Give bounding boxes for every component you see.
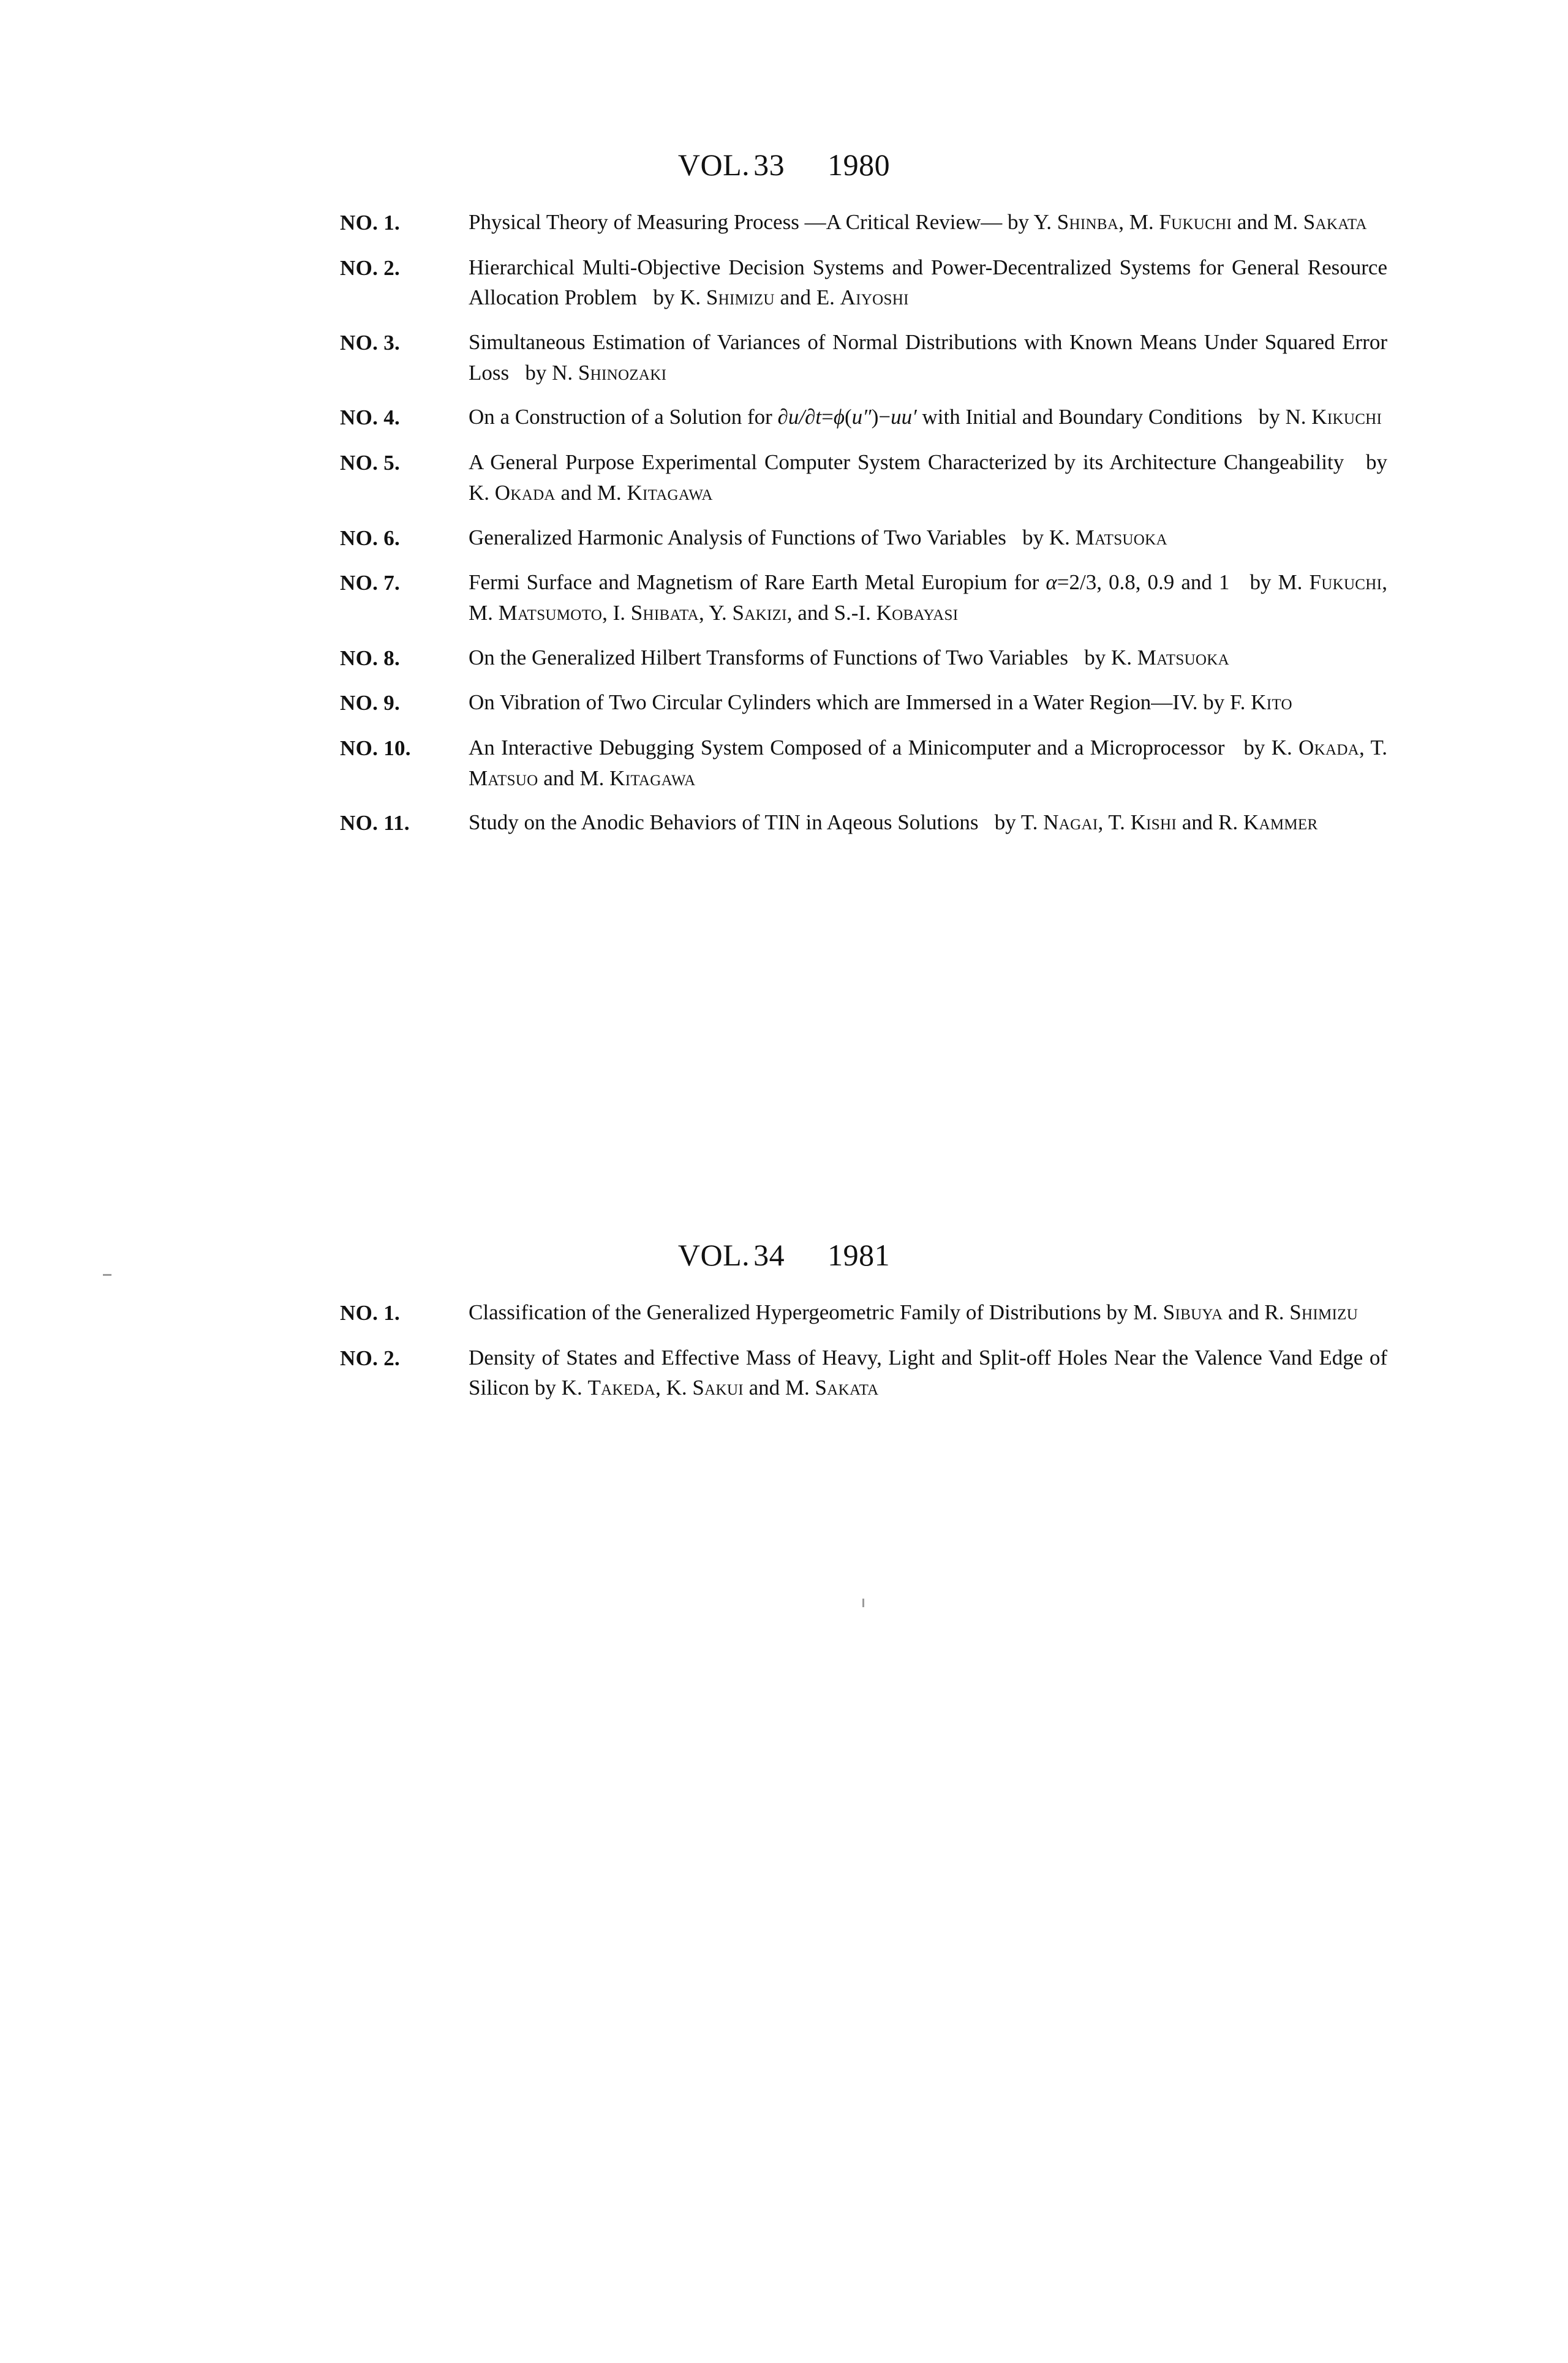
volume-year: 1980 (827, 148, 891, 182)
entry-number: NO. 2. (340, 1346, 401, 1370)
entry-title: Physical Theory of Measuring Process —A Critical Review— by Y. Shinba, M. Fukuchi and M. Sakata (469, 210, 1367, 234)
entry-title: Simultaneous Estimation of Variances of Normal Distributions with Known Means Under Squared Error Loss by N. Shinozaki (469, 330, 1387, 385)
entry-title: On the Generalized Hilbert Transforms of Functions of Two Variables by K. Matsuoka (469, 645, 1229, 669)
entry-item (340, 807, 1387, 839)
entry-number: NO. 1. (340, 1301, 401, 1325)
entry-item (340, 567, 1387, 628)
entry-number: NO. 7. (340, 571, 401, 595)
entry-title: Study on the Anodic Behaviors of TIN in Aqeous Solutions by T. Nagai, T. Kishi and R. Kammer (469, 810, 1318, 835)
entry-title: On Vibration of Two Circular Cylinders which are Immersed in a Water Region—IV. by F. Kito (469, 690, 1292, 715)
entry-title: Generalized Harmonic Analysis of Functions of Two Variables by K. Matsuoka (469, 525, 1167, 549)
volume-block-34 (0, 1237, 1568, 1417)
volume-number: 33 (753, 148, 785, 182)
entry-number: NO. 10. (340, 736, 411, 760)
entry-list-33 (181, 207, 1387, 839)
entry-list-34 (181, 1297, 1387, 1403)
entry-item (340, 1297, 1387, 1328)
entry-number: NO. 1. (340, 211, 401, 235)
entry-item (340, 402, 1387, 433)
volume-number: 34 (753, 1238, 785, 1272)
entry-title: Hierarchical Multi-Objective Decision Systems and Power-Decentralized Systems for General Resource Allocation Problem by K. Shimizu and E. Aiyoshi (469, 255, 1387, 310)
entry-title: An Interactive Debugging System Composed of a Minicomputer and a Microprocessor by K. Okada, T. Matsuo and M. Kitagawa (469, 735, 1387, 790)
entry-item (340, 733, 1387, 793)
entry-title: A General Purpose Experimental Computer System Characterized by its Architecture Changeability by K. Okada and M. Kitagawa (469, 450, 1387, 505)
volume-block-33 (0, 147, 1568, 853)
entry-item (340, 327, 1387, 388)
entry-number: NO. 2. (340, 255, 401, 280)
entry-item (340, 252, 1387, 313)
page-margin-tick-center (862, 1599, 864, 1607)
entry-item (340, 207, 1387, 238)
entry-item (340, 1343, 1387, 1403)
volume-word: VOL. (677, 148, 750, 182)
entry-item (340, 522, 1387, 554)
entry-title: On a Construction of a Solution for ∂u/∂t=ϕ(u″)−uu′ with Initial and Boundary Conditions by N. Kikuchi (469, 405, 1382, 429)
volume-year: 1981 (827, 1238, 891, 1272)
entry-number: NO. 5. (340, 451, 401, 475)
volume-word: VOL. (677, 1238, 750, 1272)
entry-number: NO. 9. (340, 691, 401, 715)
entry-title: Classification of the Generalized Hypergeometric Family of Distributions by M. Sibuya and R. Shimizu (469, 1300, 1359, 1324)
entry-number: NO. 11. (340, 811, 410, 835)
entry-number: NO. 3. (340, 331, 401, 355)
entry-item (340, 447, 1387, 508)
entry-number: NO. 8. (340, 646, 401, 670)
entry-number: NO. 4. (340, 405, 401, 430)
entry-title: Density of States and Effective Mass of Heavy, Light and Split-off Holes Near the Valence Vand Edge of Silicon by K. Takeda, K. Sakui and M. Sakata (469, 1345, 1387, 1400)
entry-number: NO. 6. (340, 526, 401, 550)
entry-item (340, 643, 1387, 674)
volume-heading-33 (0, 147, 1568, 183)
volume-heading-34 (0, 1237, 1568, 1273)
entry-title: Fermi Surface and Magnetism of Rare Earth Metal Europium for α=2/3, 0.8, 0.9 and 1 by M. Fukuchi, M. Matsumoto, I. Shibata, Y. Sakizi, and S.-I. Kobayasi (469, 570, 1388, 625)
entry-item (340, 687, 1387, 718)
